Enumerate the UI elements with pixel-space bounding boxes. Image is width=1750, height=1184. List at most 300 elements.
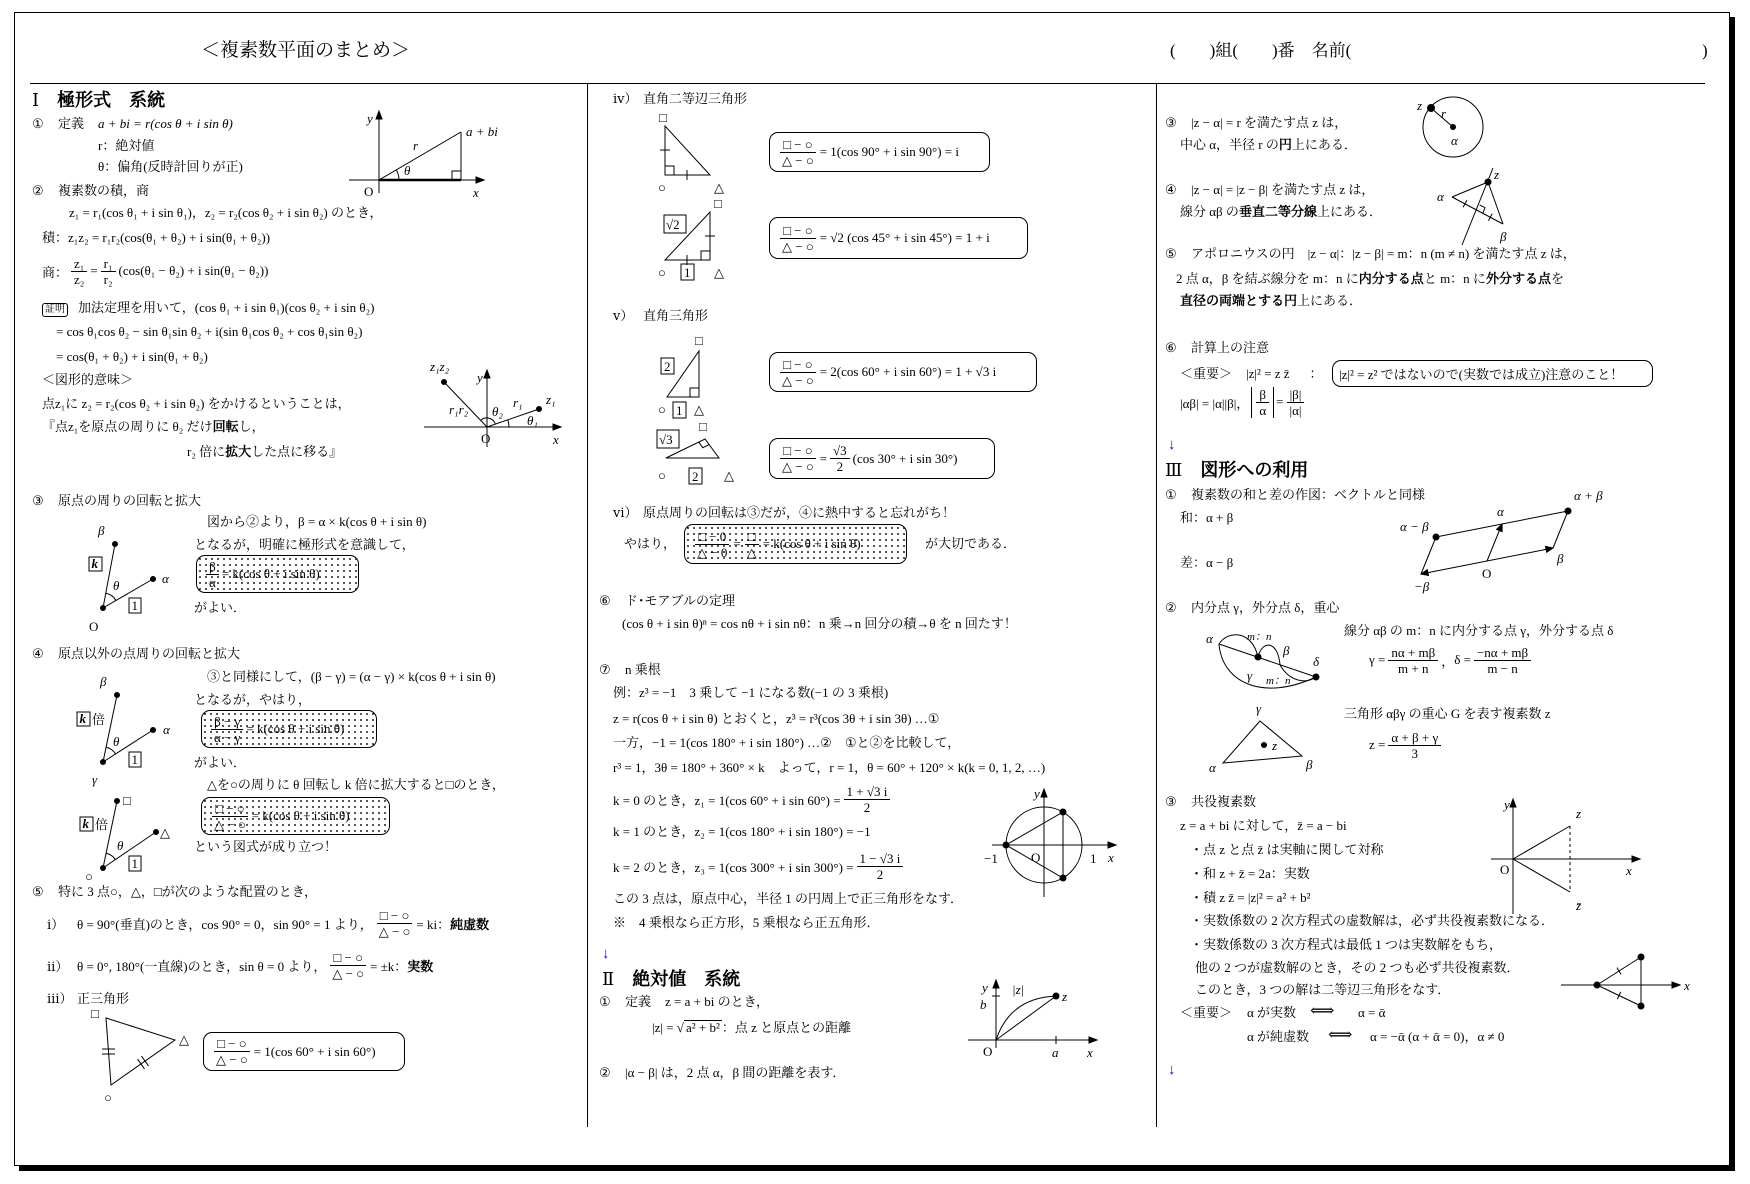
denominator: α xyxy=(209,574,216,590)
formula-rest: = k(cos θ + i sin θ) xyxy=(251,808,350,823)
isosceles-right-diagram-b xyxy=(658,196,724,280)
x-axis-label: x xyxy=(1087,1045,1093,1060)
arrow-down-icon: ↓ xyxy=(602,946,610,962)
alpha-label: α xyxy=(1451,133,1458,148)
b-label: b xyxy=(980,997,987,1012)
product-formula: 積：z₁z₂ = r₁r₂(cos(θ₁ + θ₂) + i sin(θ₁ + θ₂)) xyxy=(42,230,271,245)
triangle-label: △ xyxy=(724,468,734,483)
z1-point xyxy=(537,407,542,412)
radicand: a² + b² xyxy=(685,1020,720,1035)
angle-arc xyxy=(106,593,116,600)
perpendicular-bisector-diagram xyxy=(1437,167,1507,245)
section-title: 絶対値 系統 xyxy=(632,969,741,989)
case-result: 純虚数 xyxy=(450,916,490,932)
left-edge xyxy=(1421,537,1436,574)
denominator: α − γ xyxy=(214,729,241,745)
beta-segment xyxy=(103,544,115,608)
section-numeral: Ⅰ xyxy=(32,90,40,110)
y-axis-label: y xyxy=(367,111,373,126)
de-moivre-formula: (cos θ + i sin θ)ⁿ = cos nθ + i sin nθ：n 乗→n 回分の積→θ を n 回たす！ xyxy=(622,616,1017,631)
equals: = xyxy=(733,536,741,551)
theta-note: θ：偏角(反時計回りが正) xyxy=(98,159,243,174)
beta-label: β xyxy=(100,674,107,689)
formula-rest: = k(cos θ + i sin θ) xyxy=(762,536,861,551)
numerator: √3 xyxy=(830,443,850,459)
item-3-line-2: となるが，明確に極形式を意識して， xyxy=(194,537,415,552)
section-numeral: Ⅲ xyxy=(1165,460,1183,480)
circle-point xyxy=(101,866,106,871)
delta-lhs: δ = xyxy=(1454,652,1471,667)
a-label: a xyxy=(1052,1045,1059,1060)
x-axis-arrowhead xyxy=(476,177,484,183)
numerator: −nα + mβ xyxy=(1474,645,1531,661)
alpha-point xyxy=(151,577,156,582)
theta-label: θ xyxy=(117,838,124,853)
denominator: 3 xyxy=(1411,745,1419,761)
denominator: △ xyxy=(746,544,757,560)
alpha-beta-segment xyxy=(1452,197,1503,224)
x-axis-arrowhead xyxy=(1108,842,1116,848)
denominator: △ − ○ xyxy=(782,459,814,474)
item-number: ② xyxy=(599,1065,611,1080)
iff-icon: ⟺ xyxy=(1310,1001,1335,1020)
separator: ， xyxy=(1441,653,1455,669)
numerator: □ − ○ xyxy=(214,1036,250,1052)
quotient-rest: (cos(θ₁ − θ₂) + i sin(θ₁ − θ₂)) xyxy=(118,263,269,278)
denominator: △ − ○ xyxy=(332,965,365,981)
unit-label: 1 xyxy=(131,752,138,767)
y-axis-label: y xyxy=(982,980,988,995)
diff-label: 差：α − β xyxy=(1180,555,1234,570)
item-number: ③ xyxy=(1165,115,1177,130)
equal-tick xyxy=(1617,968,1621,975)
case-equation: = ±k： xyxy=(370,958,408,974)
beta-label: β xyxy=(1500,229,1507,244)
root-text: k = 2 のとき，z₃ = 1(cos 300° + i sin 300°) = xyxy=(613,859,854,875)
circle-label: ○ xyxy=(658,180,666,195)
z-bar-segment xyxy=(1513,859,1570,892)
student-info-field[interactable]: ( )組( )番 名前( xyxy=(1170,41,1352,60)
formula-rest: = 1(cos 90° + i sin 90°) = i xyxy=(819,144,959,159)
conjugate-bullet-2: ・和 z + z̄ = 2a：実数 xyxy=(1190,866,1310,881)
gamma-label: γ xyxy=(1247,668,1253,683)
alpha-label: α xyxy=(1206,631,1213,646)
diff-label: α − β xyxy=(1400,519,1429,534)
item-number: ⑤ xyxy=(32,884,44,899)
beta-label: β xyxy=(98,523,105,538)
x-axis-arrowhead xyxy=(1089,1037,1097,1043)
item-label: 内分点 γ，外分点 δ，重心 xyxy=(1191,600,1340,615)
case-label: ⅵ） xyxy=(613,505,638,520)
item-number: ② xyxy=(32,183,44,198)
case-label: ⅴ） xyxy=(613,308,634,323)
case-title: 正三角形 xyxy=(77,991,130,1006)
case-text: θ = 0°, 180°(一直線)のとき，sin θ = 0 より， xyxy=(77,958,327,974)
equals: = xyxy=(1276,394,1284,409)
proof-line-2: = cos θ₁cos θ₂ − sin θ₁sin θ₂ + i(sin θ₁cos θ₂ + cos θ₁sin θ₂) xyxy=(56,324,363,339)
item-number: ③ xyxy=(1165,794,1177,809)
bold-text: 垂直二等分線 xyxy=(1238,204,1317,219)
denominator: m + n xyxy=(1398,660,1429,676)
case-text: θ = 90°(垂直)のとき，cos 90° = 0，sin 90° = 1 より， xyxy=(77,916,373,932)
hypotenuse-label: √2 xyxy=(666,217,680,232)
z-lhs: z = xyxy=(1369,737,1386,752)
x-axis-arrowhead xyxy=(1672,982,1680,988)
denominator: △ − ○ xyxy=(782,152,814,168)
origin-label: O xyxy=(1500,862,1510,877)
gamma-point xyxy=(1255,654,1261,660)
origin-label: O xyxy=(1482,566,1492,581)
text: 上にある． xyxy=(1316,204,1382,219)
denominator: △ − ○ xyxy=(782,238,814,254)
equal-tick xyxy=(1617,992,1620,999)
z1z2-point xyxy=(442,380,447,385)
proof-line-3: = cos(θ₁ + θ₂) + i sin(θ₁ + θ₂) xyxy=(56,349,208,364)
formula-rest: = 2(cos 60° + i sin 60°) = 1 + √3 i xyxy=(819,364,997,379)
text: と m：n に xyxy=(1423,271,1486,286)
equal-tick xyxy=(142,1056,149,1066)
center-point xyxy=(1451,125,1456,130)
meaning-line-1: 点z₁に z₂ = r₂(cos θ₂ + i sin θ₂) をかけるということは， xyxy=(42,396,351,411)
alpha-label: α xyxy=(162,571,169,586)
gamma-lhs: γ = xyxy=(1369,652,1386,667)
important-real-label: ＜重要＞ xyxy=(1180,1005,1233,1020)
z-bar-label: z̄ xyxy=(1576,898,1582,913)
item-label: 定義 xyxy=(58,116,85,131)
text: 2 点 α，β を結ぶ線分を m：n に xyxy=(1176,271,1359,286)
page-title: ＜複素数平面のまとめ＞ xyxy=(201,40,411,61)
bold-text: 拡大 xyxy=(225,444,252,459)
square-label: □ xyxy=(714,196,722,211)
roots-line-6: ※ 4 乗根なら正方形，5 乗根なら正五角形． xyxy=(613,915,880,930)
square-point xyxy=(115,799,120,804)
circle-label: ○ xyxy=(658,402,666,417)
z-point xyxy=(1053,993,1059,999)
bold-text: 回転 xyxy=(212,419,239,434)
section-numeral: Ⅱ xyxy=(602,969,615,989)
denominator: α xyxy=(1259,402,1267,418)
proof-tag: 証明 xyxy=(42,303,68,317)
square-segment xyxy=(103,801,117,868)
modulus-diagram xyxy=(968,980,1097,1060)
radius-label: r xyxy=(1441,106,1447,121)
conjugate-bullet-4: ・実数係数の 2 次方程式の虚数解は，必ず共役複素数になる． xyxy=(1190,913,1555,928)
root-point xyxy=(1060,809,1066,815)
alpha-point xyxy=(151,728,156,733)
denominator: 2 xyxy=(876,866,884,882)
item-number: ① xyxy=(1165,487,1177,502)
triangle-label: △ xyxy=(714,180,724,195)
real-condition: α が実数 xyxy=(1247,1005,1297,1020)
bold-text: 内分する点 xyxy=(1358,271,1424,286)
sum-label: α + β xyxy=(1574,488,1603,503)
scale-label: k xyxy=(82,816,89,831)
proof-text: 加法定理を用いて，(cos θ₁ + i sin θ₁)(cos θ₂ + i sin θ₂) xyxy=(78,300,375,315)
triangle-label: △ xyxy=(694,402,704,417)
item-label: 計算上の注意 xyxy=(1191,340,1270,355)
circle-locus-diagram xyxy=(1416,97,1483,157)
centroid-point xyxy=(1262,743,1267,748)
product-given: z₁ = r₁(cos θ₁ + i sin θ₁)，z₂ = r₂(cos θ₂ + i sin θ₂) のとき， xyxy=(69,205,383,220)
right-angle-mark xyxy=(452,171,461,180)
r-note: r：絶対値 xyxy=(98,138,155,153)
item-label: n 乗根 xyxy=(625,662,661,677)
square-label: □ xyxy=(695,333,703,348)
alpha-segment xyxy=(103,579,153,608)
sum-point xyxy=(1565,508,1571,514)
scale-label: k xyxy=(79,711,86,726)
alpha-segment xyxy=(103,730,153,762)
conjugate-definition: z = a + bi に対して，z̄ = a − bi xyxy=(1180,818,1347,833)
item-number: ⑦ xyxy=(599,662,611,677)
origin-label: O xyxy=(481,431,491,446)
x-axis-label: x xyxy=(1626,863,1632,878)
conjugate-bullet-3: ・積 z z̄ = |z|² = a² + b² xyxy=(1190,890,1311,905)
triangle-shape xyxy=(106,1018,175,1085)
arrow-down-icon: ↓ xyxy=(1168,437,1176,453)
hypotenuse-label: 2 xyxy=(664,359,671,374)
root-point xyxy=(1594,982,1600,988)
root-point xyxy=(1060,875,1066,881)
numerator: □ − ○ xyxy=(377,908,413,924)
item-number: ④ xyxy=(1165,182,1177,197)
numerator: z₁ xyxy=(71,256,87,272)
denominator: r₂ xyxy=(103,271,113,287)
formula-rest: = k(cos θ + i sin θ) xyxy=(246,721,345,736)
right-edge xyxy=(1553,511,1568,548)
imag-equation: α = −ᾱ (α + ᾱ = 0)，α ≠ 0 xyxy=(1370,1029,1505,1044)
text: 中心 α，半径 r の xyxy=(1180,137,1279,152)
text: 『点z₁を原点の周りに θ₂ だけ xyxy=(42,419,213,434)
origin-point xyxy=(101,606,106,611)
z-point xyxy=(1485,179,1491,185)
numerator: 1 − √3 i xyxy=(857,851,904,867)
r1r2-label: r₁r₂ xyxy=(449,402,469,417)
iff-icon: ⟺ xyxy=(1328,1025,1353,1044)
beta-point xyxy=(113,542,118,547)
base-label: 2 xyxy=(692,469,699,484)
text: を xyxy=(1550,271,1564,286)
square-label: □ xyxy=(123,793,131,808)
equilateral-triangle-diagram xyxy=(91,1006,189,1105)
root-text: k = 0 のとき，z₁ = 1(cos 60° + i sin 60°) = xyxy=(613,792,841,808)
equal-tick xyxy=(1463,200,1467,207)
formula-rest: = √2 (cos 45° + i sin 45°) = 1 + i xyxy=(819,230,990,245)
arrow-down-icon: ↓ xyxy=(1168,1062,1176,1078)
y-axis-arrowhead xyxy=(484,370,490,378)
x-axis-label: x xyxy=(473,185,479,200)
delta-label: δ xyxy=(1313,654,1320,669)
text: |z − α| = r を満たす点 z は， xyxy=(1191,115,1348,130)
y-axis-label: y xyxy=(1034,786,1040,801)
point-label: a + bi xyxy=(466,124,498,139)
y-axis-label: y xyxy=(1504,797,1510,812)
case-label: ⅰ） xyxy=(47,916,65,932)
text: アポロニウスの円 |z − α|：|z − β| = m：n (m ≠ n) を満たす点 z は， xyxy=(1191,246,1576,261)
delta-point xyxy=(1313,674,1319,680)
square-label: □ xyxy=(699,419,707,434)
item-number: ③ xyxy=(32,493,44,508)
origin-label: O xyxy=(1031,850,1041,865)
triangle-label: △ xyxy=(160,825,170,840)
abs-lhs: |z| = √ xyxy=(652,1020,684,1035)
cube-roots-diagram xyxy=(984,786,1116,897)
item-number: ④ xyxy=(32,646,44,661)
angle-label: θ xyxy=(404,163,411,178)
abs-product: |αβ| = |α||β|， xyxy=(1180,395,1250,411)
bold-text: 直径の両端とする円 xyxy=(1180,293,1298,308)
cubic-roots-diagram xyxy=(1561,954,1690,1009)
denominator: 2 xyxy=(836,459,844,474)
text: 線分 αβ の xyxy=(1180,204,1239,219)
equals: = xyxy=(819,450,828,466)
important-label: ＜重要＞ xyxy=(1180,366,1233,381)
beta-arrowhead xyxy=(1546,546,1554,552)
roots-line-5: この 3 点は，原点中心，半径 1 の円周上で正三角形をなす． xyxy=(613,891,963,906)
right-triangle-diagram-a xyxy=(658,333,704,418)
y-axis-arrowhead xyxy=(376,111,382,119)
quotient-label: 商： xyxy=(42,264,69,280)
z-point xyxy=(1428,105,1435,112)
neg-one-label: −1 xyxy=(984,851,998,866)
numerator: α + β + γ xyxy=(1388,730,1441,746)
denominator: z₂ xyxy=(74,271,85,287)
z-label: z xyxy=(1494,167,1500,182)
origin-rotation-diagram xyxy=(89,523,170,634)
item-label: 原点の周りの回転と拡大 xyxy=(58,493,202,508)
item-number: ② xyxy=(1165,600,1177,615)
item-label: 特に 3 点○，△，□が次のような配置のとき， xyxy=(58,884,318,899)
warning-box: |z|² = z² ではないので(実数では成立)注意のこと！ xyxy=(1332,360,1653,387)
conjugate-bullet-5-cont-1: 他の 2 つが虚数解のとき，その 2 つも必ず共役複素数． xyxy=(1195,960,1520,975)
item-3-line-3: がよい． xyxy=(194,600,247,615)
leg-label: √3 xyxy=(659,432,673,447)
roots-line-2: z = r(cos θ + i sin θ) とおくと，z³ = r³(cos 3θ + i sin 3θ) …① xyxy=(613,711,940,726)
theta-label: θ xyxy=(113,734,120,749)
x-axis-label: x xyxy=(553,432,559,447)
conjugate-bullet-1: ・点 z と点 z̄ は実軸に関して対称 xyxy=(1190,842,1384,857)
diff-point xyxy=(1433,534,1439,540)
theta1-label: θ₁ xyxy=(527,413,538,428)
section-title: 極形式 系統 xyxy=(57,90,166,110)
beta-label: β xyxy=(1306,757,1313,772)
numerator: □ − ○ xyxy=(780,443,816,459)
item-label: 複素数の積，商 xyxy=(58,183,150,198)
numerator: □ xyxy=(745,529,759,545)
item-number: ⑥ xyxy=(599,593,611,608)
beta-label: β xyxy=(1557,551,1564,566)
case-title: 直角二等辺三角形 xyxy=(643,91,748,106)
scale-label: k xyxy=(91,556,98,571)
circle-label: ○ xyxy=(658,468,666,483)
theta1-arc xyxy=(508,420,509,427)
theta-label: θ xyxy=(113,578,120,593)
denominator: 2 xyxy=(863,799,871,815)
rotation-product-diagram xyxy=(424,359,561,447)
text: z = a + bi のとき， xyxy=(665,994,770,1009)
numerator: □ − ○ xyxy=(780,223,816,239)
numerator: |β| xyxy=(1287,387,1305,403)
case-label: ⅳ） xyxy=(613,91,638,106)
x-axis-label: x xyxy=(1108,850,1114,865)
equal-tick xyxy=(138,1059,145,1069)
origin-label: O xyxy=(364,184,374,199)
alpha-label: α xyxy=(1497,504,1504,519)
imag-condition: α が純虚数 xyxy=(1247,1029,1310,1044)
times-label: 倍 xyxy=(95,817,109,832)
y-axis-arrowhead xyxy=(993,980,999,988)
y-axis-arrowhead xyxy=(1510,799,1516,807)
division-text: 線分 αβ の m：n に内分する点 γ，外分する点 δ xyxy=(1344,623,1614,638)
right-triangle-diagram-b xyxy=(657,419,734,484)
z-label: z xyxy=(1062,989,1068,1004)
root-point xyxy=(1003,842,1009,848)
z-label: z xyxy=(1576,806,1582,821)
denominator: △ − ○ xyxy=(216,1052,248,1067)
triangle-shape xyxy=(1223,721,1302,763)
section-title: 図形への利用 xyxy=(1200,460,1309,480)
triangle-label: △ xyxy=(179,1032,189,1047)
root-k1: k = 1 のとき，z₂ = 1(cos 180° + i sin 180°) = −1 xyxy=(613,824,871,839)
case-result: 実数 xyxy=(407,958,434,974)
equal-tick xyxy=(1488,214,1492,221)
modulus-label: |z| xyxy=(1012,982,1025,997)
item-4-line-5: という図式が成り立つ！ xyxy=(194,839,338,854)
conjugate-bullet-5-cont-2: このとき，3 つの解は二等辺三角形をなす． xyxy=(1195,982,1451,997)
gamma-label: γ xyxy=(92,772,98,787)
formula-rest: = k(cos θ + i sin θ) xyxy=(221,566,320,581)
unit-label: 1 xyxy=(131,598,138,613)
text: |z − α| = |z − β| を満たす点 z は， xyxy=(1191,182,1375,197)
x-axis-arrowhead xyxy=(553,424,561,430)
item-label: ド･モアブルの定理 xyxy=(625,593,735,608)
colon: ： xyxy=(1309,366,1323,381)
denominator: △ − ○ xyxy=(782,372,814,388)
root-point xyxy=(1638,954,1644,960)
item-label: 定義 xyxy=(625,994,652,1009)
right-angle-mark xyxy=(690,388,699,397)
text: し， xyxy=(238,419,265,434)
roots-line-4: r³ = 1，3θ = 180° + 360° × k よって，r = 1，θ = 60° + 120° × k(k = 0, 1, 2, …) xyxy=(613,760,1046,775)
ratio-top-label: m：n xyxy=(1247,631,1272,643)
identity: |z|² = z z̄ xyxy=(1246,366,1290,381)
triangle-shape xyxy=(665,126,710,175)
beta-label: β xyxy=(1283,643,1290,658)
sum-label: 和：α + β xyxy=(1180,510,1234,525)
alpha-delta-line xyxy=(1219,644,1316,677)
case-label: ⅱ） xyxy=(47,958,69,974)
right-angle-mark xyxy=(665,166,674,175)
numerator: □ − ○ xyxy=(330,950,366,966)
case-6-lead: やはり， xyxy=(624,536,677,551)
x-axis-arrowhead xyxy=(1632,856,1640,862)
z-label: z xyxy=(1272,738,1278,753)
isosceles-right-diagram-a xyxy=(658,110,724,195)
internal-arc-2 xyxy=(1258,645,1280,665)
case-equation: = ki： xyxy=(416,916,451,932)
circle-label: ○ xyxy=(85,869,93,884)
division-diagram xyxy=(1206,631,1320,688)
times-label: 倍 xyxy=(92,712,106,727)
bold-text: 円 xyxy=(1278,137,1292,152)
denominator: m − n xyxy=(1487,660,1518,676)
real-equation: α = ᾱ xyxy=(1358,1005,1386,1020)
denominator: △ − 0 xyxy=(697,544,728,560)
numerator: □ − 0 xyxy=(695,529,729,545)
case-text: 原点周りの回転は③だが，④に熱中すると忘れがち！ xyxy=(643,505,956,520)
numerator: β xyxy=(1256,387,1269,403)
item-4-line-1: ③と同様にして，(β − γ) = (α − γ) × k(cos θ + i sin θ) xyxy=(207,669,496,684)
